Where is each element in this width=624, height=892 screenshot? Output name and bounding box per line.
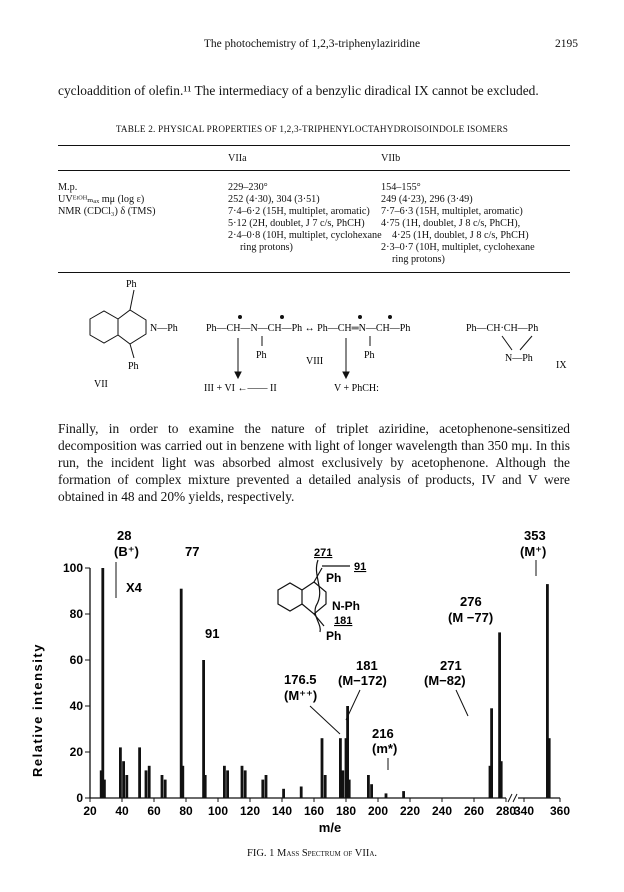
spectrum-bar [181,766,184,798]
y-tick-label: 0 [76,791,83,805]
inset-ph-bottom: Ph [326,629,342,643]
table-cell: 7·4–6·2 (15H, multiplet, aromatic) [228,206,370,217]
x-tick-label: 20 [83,804,97,818]
paragraph-bottom: Finally, in order to examine the nature of triplet aziridine, acetophenone-sensitized decomposition was carried out in benzene with light of longer wavelength than 350 mμ. In this run, the incident light was absorbed almost exclusively by acetophenone. Although the formation of complex mixture prevented a detailed analysis of products, IV and V were obtained in 48 and 20% yields, respectively. [58,421,570,504]
axis-break-mark [508,794,512,802]
spectrum-bar [339,738,342,798]
y-tick-label: 60 [69,653,83,667]
spectrum-bar [490,708,493,798]
annotation-91: 91 [205,626,220,641]
inset-nph: N-Ph [332,599,360,613]
viii-ph2: Ph [364,350,375,361]
x-tick-label: 340 [513,804,535,818]
table-col-header-b: VIIb [381,153,401,164]
table-row-label: M.p. [58,182,78,193]
ix-bonds [502,336,532,350]
table-cell: 4·75 (1H, doublet, J 8 c/s, PhCH), [381,218,521,229]
spectrum-bar [348,780,351,798]
spectrum-bar [226,770,229,798]
x-tick-label: 240 [431,804,453,818]
vii-nph: N—Ph [150,323,178,334]
annotation-216: 216 [372,726,394,741]
spectrum-bar [223,766,226,798]
running-title: The photochemistry of 1,2,3-triphenylaziridine [203,38,421,50]
x-tick-label: 100 [207,804,229,818]
annotation-276: 276 [460,594,482,609]
table-row-label: NMR (CDCl₃) δ (TMS) [58,206,156,217]
table-rule-bottom [58,272,570,273]
spectrum-bar [300,787,303,799]
inset-labels [314,547,366,643]
spectrum-bar [265,775,268,798]
spectrum-bar [282,789,285,798]
x-tick-label: 220 [399,804,421,818]
vii-label: VII [94,379,108,390]
spectrum-bar [324,775,327,798]
annotation-271: 271 [440,658,462,673]
x-tick-label: 140 [271,804,293,818]
spectrum-bar [138,747,141,798]
spectrum-bar [500,761,503,798]
x-tick-label: 280 [495,804,517,818]
annotation-353-sub: (M⁺) [520,544,547,559]
spectrum-bar [204,775,207,798]
spectrum-bar [101,568,104,798]
annotation-176-sub: (M⁺⁺) [284,688,318,703]
spectrum-bar [370,784,373,798]
spectrum-bar [321,738,324,798]
annotation-28: 28 [117,528,132,543]
table-cell: 154–155° [381,182,421,193]
vii-ph-bottom: Ph [128,361,139,372]
spectrum-bar [385,793,388,798]
spectrum-bar [148,766,151,798]
chart-bars [100,568,551,798]
inset-ph-top: Ph [326,571,342,585]
x-tick-label: 260 [463,804,485,818]
viii-radical-dots [238,315,392,319]
table-cell: 252 (4·30), 304 (3·51) [228,194,320,205]
spectrum-bar [119,747,122,798]
spectrum-bar [402,791,405,798]
y-tick-label: 40 [69,699,83,713]
table-cell: ring protons) [392,254,445,265]
figure-caption: FIG. 1 Mass Spectrum of VIIa. [246,848,377,859]
table-cell: 2·3–0·7 (10H, multiplet, cyclohexane [381,242,535,253]
table-cell: 7·7–6·3 (15H, multiplet, aromatic) [381,206,523,217]
spectrum-bar [145,770,148,798]
ix-top: Ph—CH·CH—Ph [466,323,539,334]
x-tick-label: 360 [549,804,571,818]
inset-frag-91: 91 [354,561,367,573]
viii-bonds [262,336,370,346]
spectrum-bar [548,738,551,798]
chart-x-ticks [83,798,570,818]
decomposition-arrows [235,338,349,378]
y-tick-label: 80 [69,607,83,621]
x-tick-label: 200 [367,804,389,818]
table-cell: ring protons) [240,242,293,253]
x-tick-label: 180 [335,804,357,818]
inset-frag-271: 271 [314,547,333,559]
y-tick-label: 100 [62,561,83,575]
viii-resonance: Ph—CH—N—CH—Ph ↔ Ph—CH═N—CH—Ph [206,323,411,334]
annotation-x4: X4 [126,580,142,595]
product-left: III + VI ←—— II [204,383,277,394]
product-right: V + PhCH: [334,383,379,394]
x-tick-label: 80 [179,804,193,818]
spectrum-bar [164,780,167,798]
annotation-216-sub: (m*) [372,741,398,756]
annotation-181: 181 [356,658,378,673]
table-col-header-a: VIIa [228,153,247,164]
chart-y-ticks [63,561,90,805]
viii-label: VIII [306,356,324,367]
table-cell: 229–230° [228,182,268,193]
table-cell: 2·4–0·8 (10H, multiplet, cyclohexane [228,230,382,241]
paragraph-top: cycloaddition of olefin.¹¹ The intermediacy of a benzylic diradical IX cannot be excluded. [58,83,539,98]
chart-x-label: m/e [318,820,342,835]
x-tick-label: 60 [147,804,161,818]
table-rule-top [58,145,570,146]
table-cell: 249 (4·23), 296 (3·49) [381,194,473,205]
table-cell: 5·12 (2H, doublet, J 7 c/s, PhCH) [228,218,365,229]
mass-spectrum-chart [0,520,624,840]
spectrum-bar [103,780,106,798]
viii-ph1: Ph [256,350,267,361]
spectrum-bar [122,761,125,798]
chart-y-label: Relative intensity [30,643,45,777]
annotation-28-sub: (B⁺) [114,544,139,559]
spectrum-bar [244,770,247,798]
page-number: 2195 [555,38,578,50]
annotation-77: 77 [185,544,200,559]
compound-vii-structure [90,290,146,358]
spectrum-bar [367,775,370,798]
annotation-276-sub: (M −77) [448,610,494,625]
x-tick-label: 120 [239,804,261,818]
table-caption: TABLE 2. PHYSICAL PROPERTIES OF 1,2,3-TRIPHENYLOCTAHYDROISOINDOLE ISOMERS [115,124,509,134]
x-tick-label: 160 [303,804,325,818]
spectrum-bar [261,780,264,798]
ix-label: IX [556,360,567,371]
table-row-label: UVᴱᵗᴼᴴₘₐₓ mμ (log ε) [58,194,145,205]
table-rule-header [58,170,570,171]
spectrum-bar [161,775,164,798]
annotation-353: 353 [524,528,546,543]
spectrum-bar [241,766,244,798]
inset-frag-181: 181 [334,615,353,627]
spectrum-bar [125,775,128,798]
annotation-271-sub: (M−82) [424,673,466,688]
annotation-181-sub: (M−172) [338,673,387,688]
vii-ph-top: Ph [126,279,137,290]
annotation-176: 176.5 [284,672,317,687]
reaction-scheme [0,274,624,404]
table-cell: 4·25 (1H, doublet, J 8 c/s, PhCH) [392,230,529,241]
axis-break-mark [513,794,517,802]
ix-nph: N—Ph [505,353,533,364]
x-tick-label: 40 [115,804,129,818]
spectrum-bar [341,770,344,798]
y-tick-label: 20 [69,745,83,759]
